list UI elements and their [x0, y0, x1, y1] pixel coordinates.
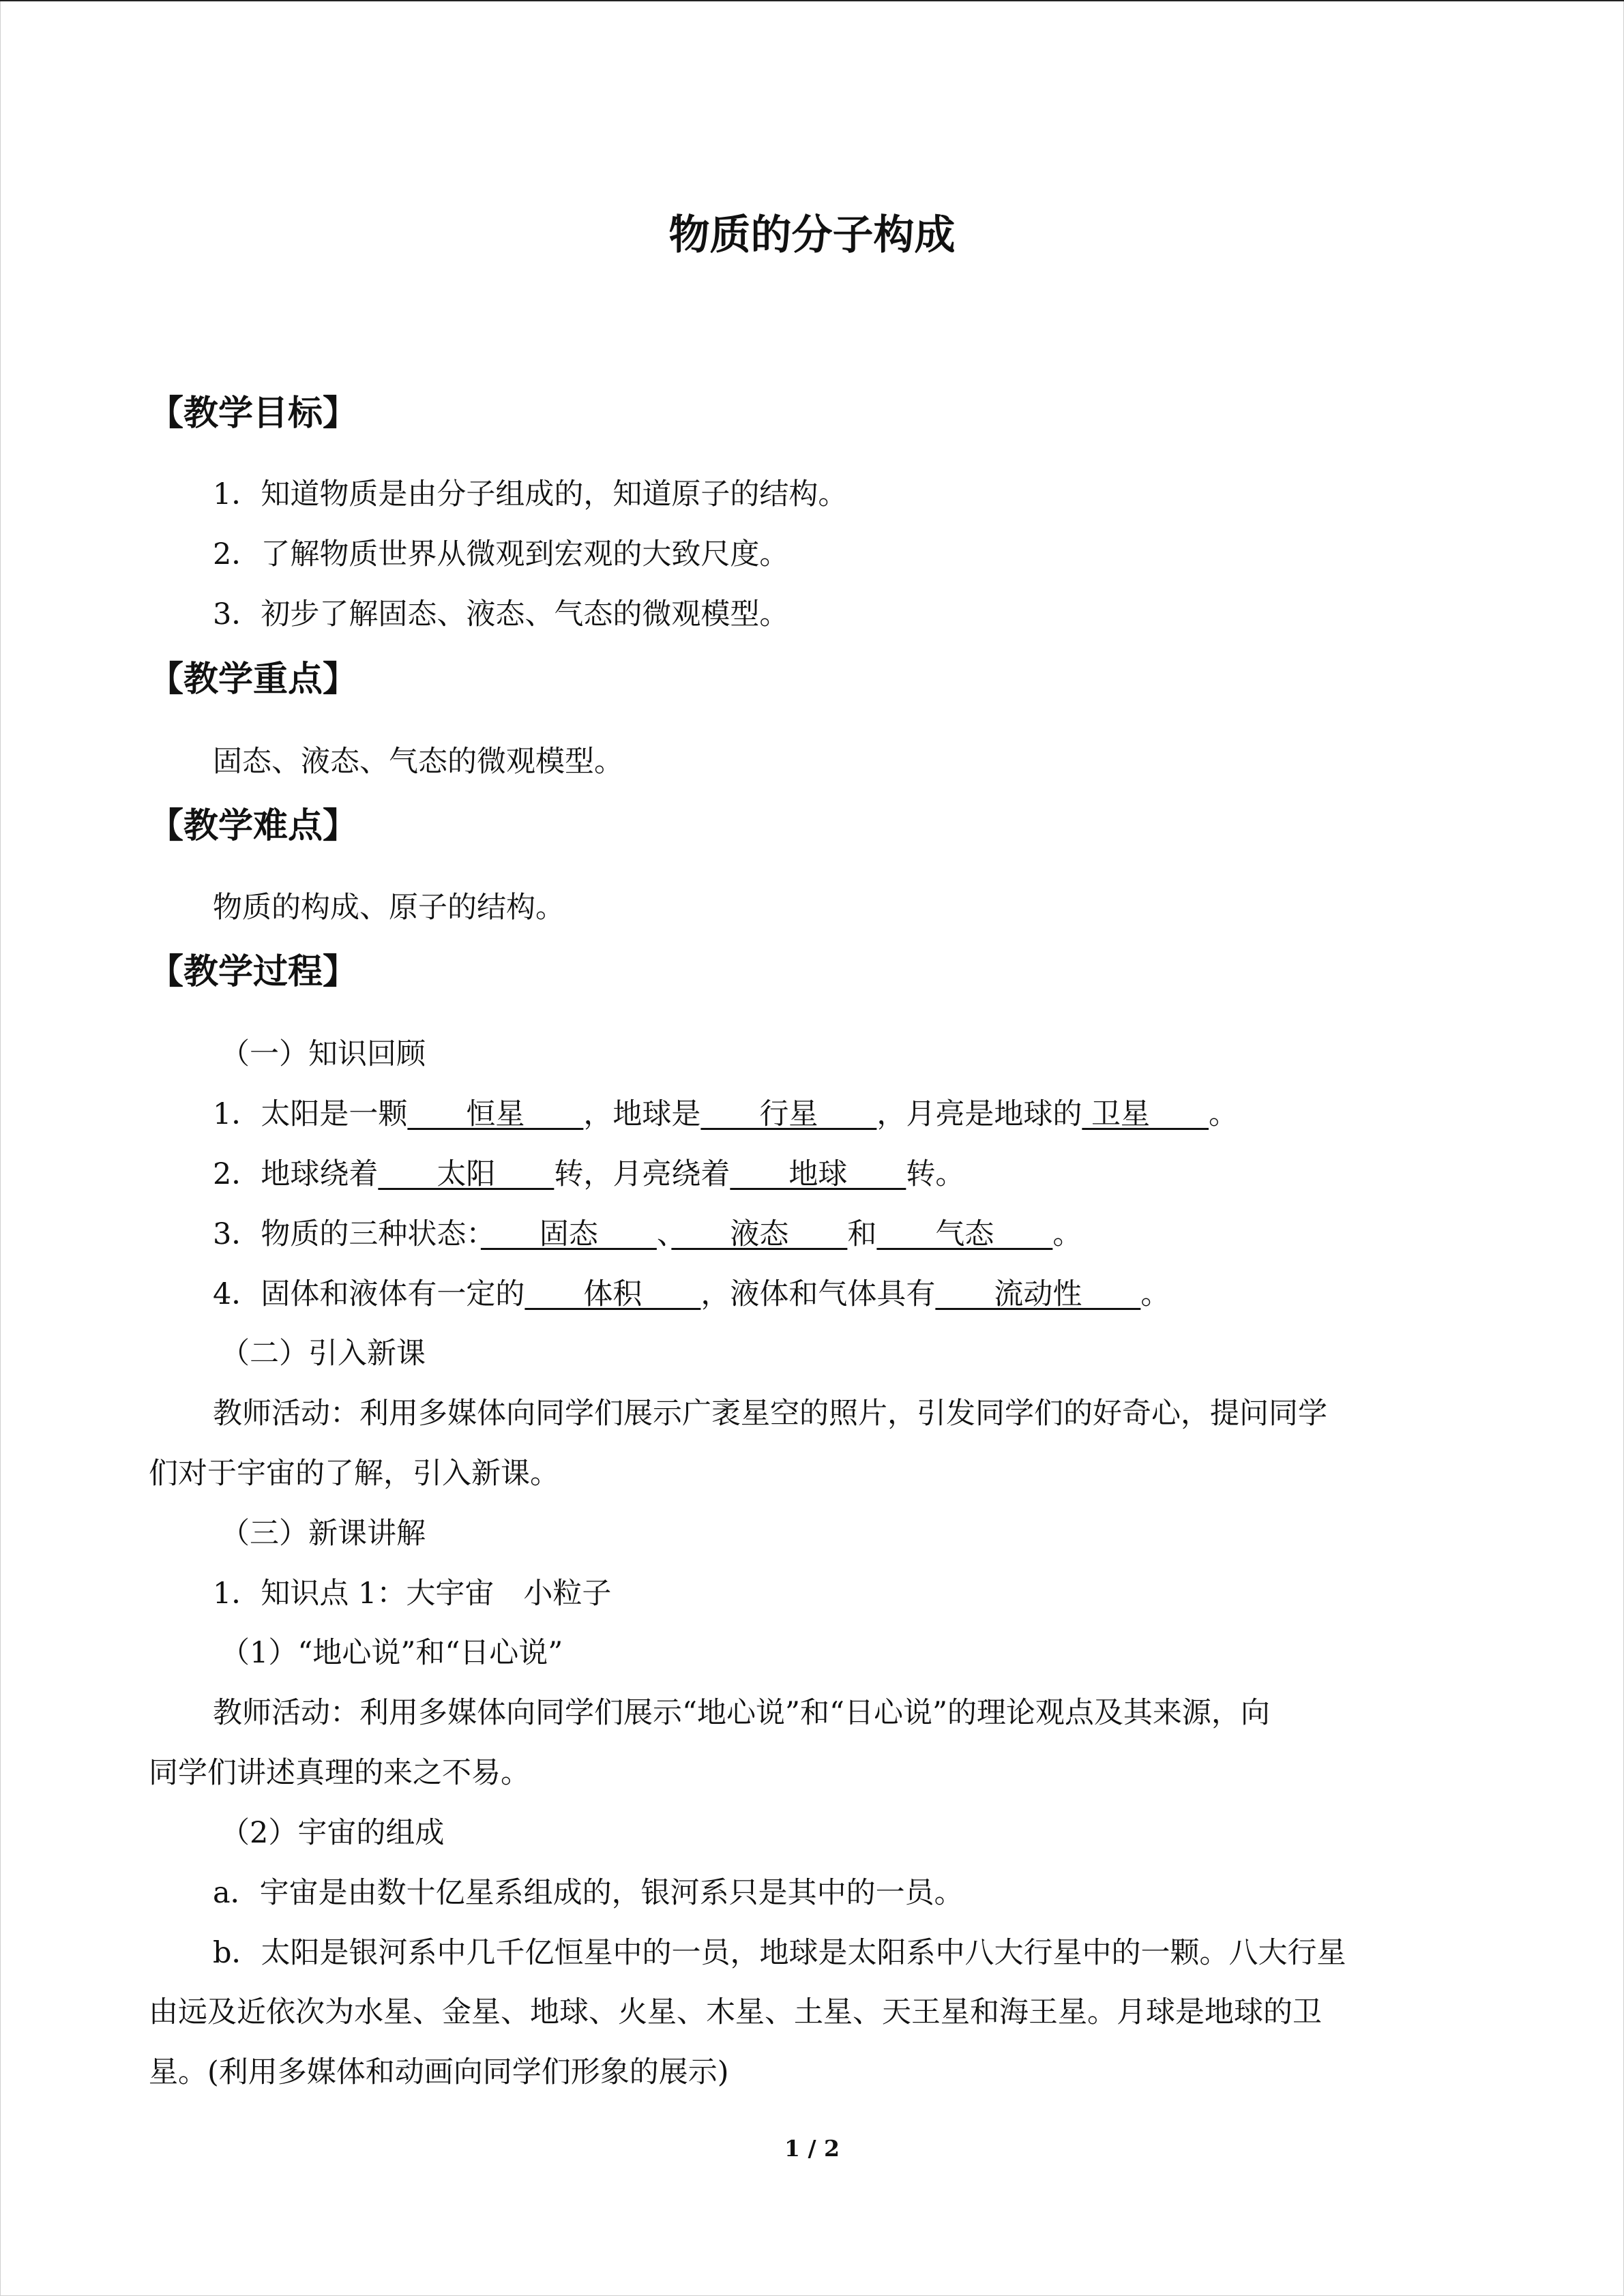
- point-a: a．宇宙是由数十亿星系组成的，银河系只是其中的一员。: [213, 1876, 964, 1910]
- q1-text-c: ，地球是: [583, 1097, 701, 1131]
- knowledge-point-1: 1．知识点 1：大宇宙 小粒子: [213, 1577, 612, 1611]
- q1-text-g: 。: [1209, 1097, 1239, 1131]
- q2-answer-sun: 太阳: [378, 1157, 555, 1191]
- goal-item-2: 2．了解物质世界从微观到宏观的大致尺度。: [213, 537, 789, 571]
- heading-key-point: 【教学重点】: [149, 659, 358, 700]
- intro-paragraph-line-2: 们对于宇宙的了解，引入新课。: [149, 1457, 559, 1491]
- review-question-3: [213, 1214, 1082, 1255]
- heading-process: 【教学过程】: [149, 952, 358, 992]
- q4-text-c: ，液体和气体具有: [700, 1277, 936, 1311]
- section-universe-composition: （2）宇宙的组成: [220, 1816, 445, 1850]
- review-question-2: [213, 1154, 964, 1195]
- intro-paragraph-line-1: 教师活动：利用多媒体向同学们展示广袤星空的照片，引发同学们的好奇心，提问同学: [213, 1397, 1327, 1431]
- point-b-line-2: 由远及近依次为水星、金星、地球、火星、木星、土星、天王星和海王星。月球是地球的卫: [149, 1995, 1322, 2029]
- point-b-line-3: 星。(利用多媒体和动画向同学们形象的展示): [149, 2055, 729, 2089]
- q2-text-a: 2．地球绕着: [213, 1157, 379, 1191]
- document-title: 物质的分子构成: [668, 211, 956, 259]
- review-question-4: [213, 1274, 1170, 1315]
- teacher-activity-line-1: 教师活动：利用多媒体向同学们展示“地心说”和“日心说”的理论观点及其来源，向: [213, 1696, 1270, 1730]
- q3-text-a: 3．物质的三种状态：: [213, 1217, 481, 1251]
- top-rule: [0, 0, 1624, 1]
- goal-item-3: 3．初步了解固态、液态、气态的微观模型。: [213, 597, 789, 631]
- q1-answer-planet: 行星: [700, 1097, 877, 1131]
- q3-answer-gas: 气态: [876, 1217, 1053, 1251]
- section-geocentric-heliocentric: （1）“地心说”和“日心说”: [220, 1636, 563, 1670]
- q2-text-c: 转，月亮绕着: [554, 1157, 730, 1191]
- new-lesson-label: （三）新课讲解: [220, 1517, 426, 1551]
- point-b-line-1: b．太阳是银河系中几千亿恒星中的一员，地球是太阳系中八大行星中的一颗。八大行星: [213, 1936, 1346, 1970]
- q3-text-e: 和: [847, 1217, 877, 1251]
- q1-text-e: ，月亮是地球的: [876, 1097, 1082, 1131]
- review-label: （一）知识回顾: [220, 1037, 426, 1071]
- q4-text-a: 4．固体和液体有一定的: [213, 1277, 525, 1311]
- key-point-text: 固态、液态、气态的微观模型。: [213, 745, 623, 779]
- q1-text-a: 1．太阳是一颗: [213, 1097, 408, 1131]
- q2-answer-earth: 地球: [730, 1157, 906, 1191]
- q3-answer-liquid: 液态: [671, 1217, 848, 1251]
- q3-text-g: 。: [1052, 1217, 1082, 1251]
- heading-goals: 【教学目标】: [149, 393, 358, 434]
- q1-answer-satellite: 卫星: [1082, 1097, 1209, 1131]
- q1-answer-star: 恒星: [407, 1097, 584, 1131]
- difficult-point-text: 物质的构成、原子的结构。: [213, 891, 565, 925]
- teacher-activity-line-2: 同学们讲述真理的来之不易。: [149, 1756, 530, 1790]
- goal-item-1: 1．知道物质是由分子组成的，知道原子的结构。: [213, 477, 848, 511]
- review-question-1: [213, 1094, 1238, 1135]
- heading-difficult-point: 【教学难点】: [149, 806, 358, 846]
- q3-answer-solid: 固态: [480, 1217, 657, 1251]
- q2-text-e: 转。: [906, 1157, 965, 1191]
- q4-text-e: 。: [1140, 1277, 1170, 1311]
- q4-answer-fluidity: 流动性: [935, 1277, 1141, 1311]
- page-number: 1 / 2: [784, 2135, 840, 2162]
- q3-text-c: 、: [656, 1217, 672, 1251]
- intro-label: （二）引入新课: [220, 1337, 426, 1371]
- q4-answer-volume: 体积: [525, 1277, 701, 1311]
